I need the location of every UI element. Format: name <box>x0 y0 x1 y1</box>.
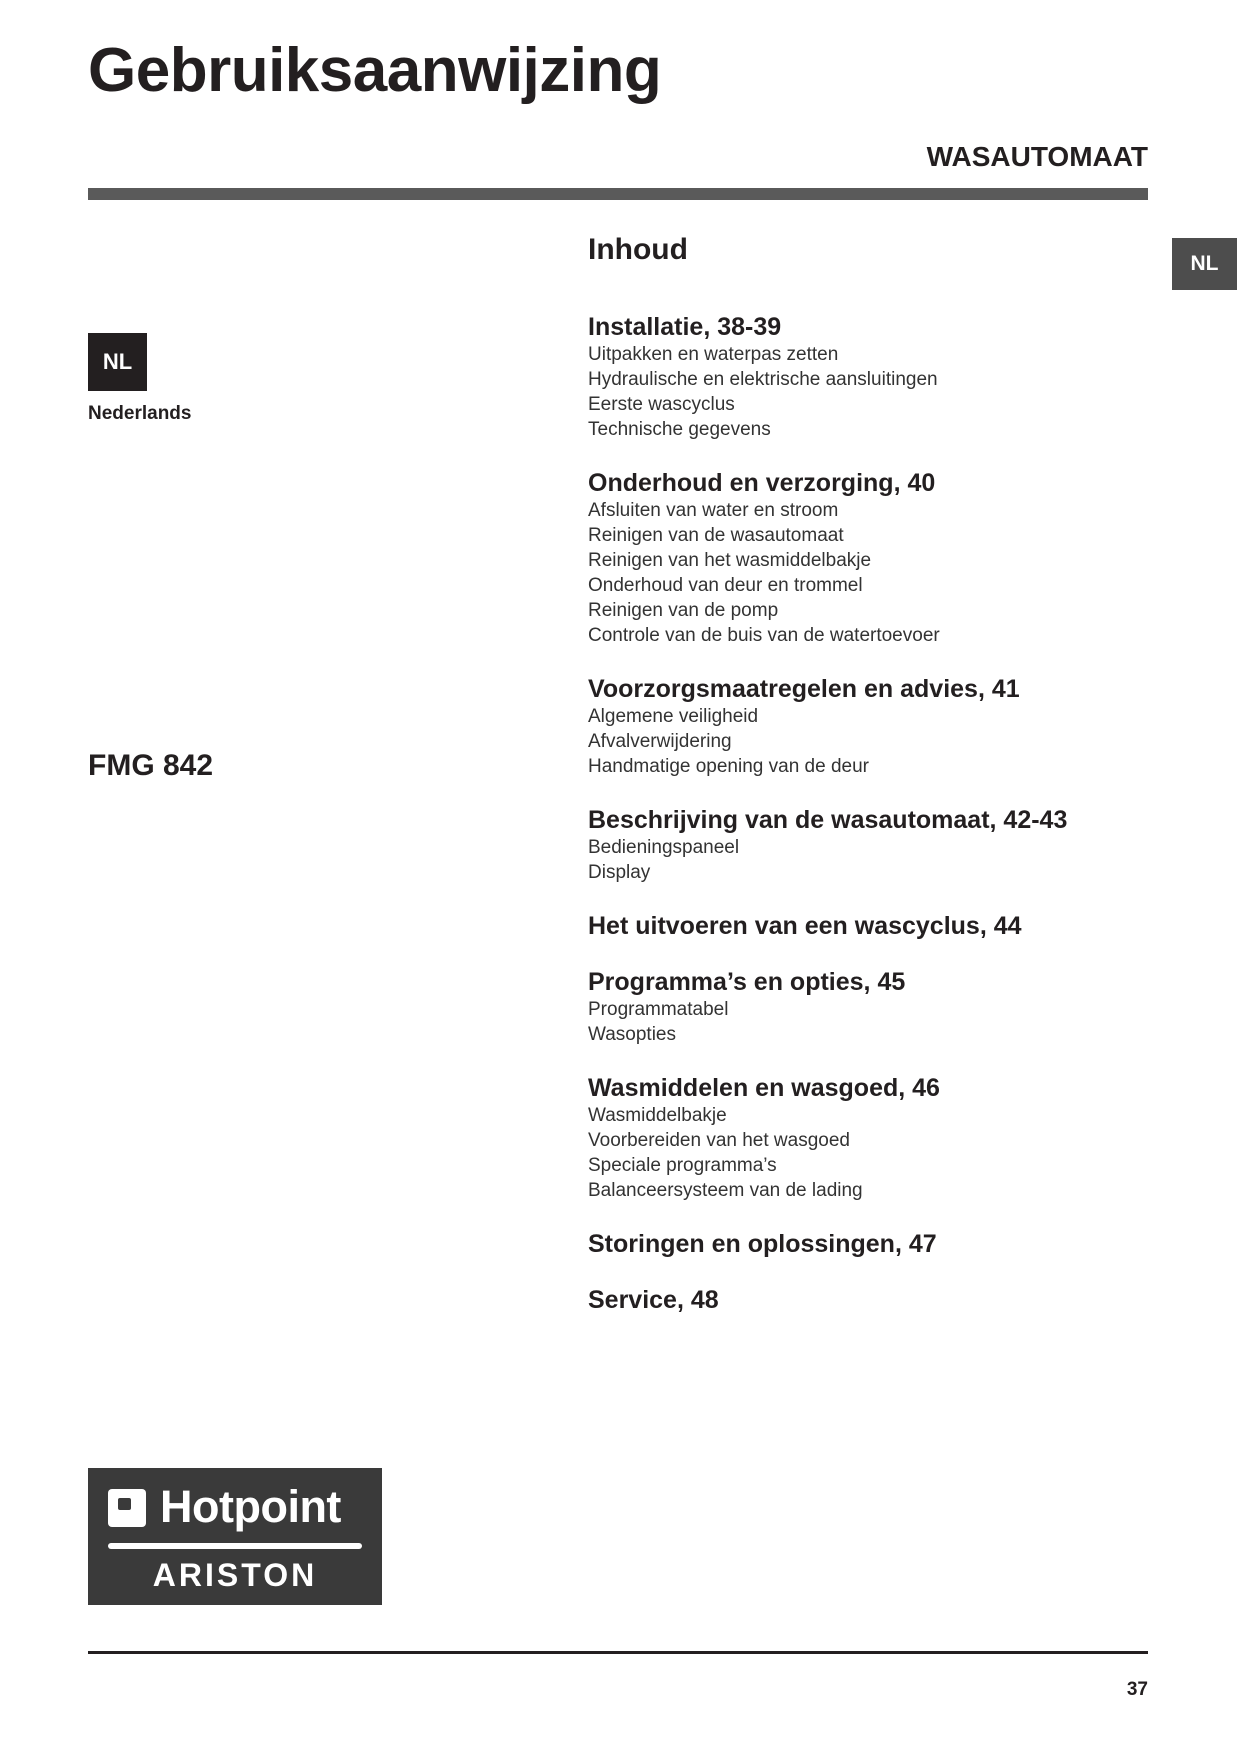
language-name: Nederlands <box>88 403 192 424</box>
table-of-contents <box>588 312 1148 1341</box>
toc-section-title: Voorzorgsmaatregelen en advies, 41 <box>588 675 1020 703</box>
toc-section <box>588 1073 1148 1203</box>
toc-item: Reinigen van de pomp <box>588 600 779 621</box>
footer-rule <box>88 1651 1148 1654</box>
toc-section <box>588 1229 1148 1259</box>
model-number: FMG 842 <box>88 749 214 782</box>
toc-item: Wasmiddelbakje <box>588 1105 727 1126</box>
logo-brand-text: Hotpoint <box>160 1481 341 1532</box>
logo-square-icon <box>108 1489 146 1527</box>
toc-item: Hydraulische en elektrische aansluitingen <box>588 369 938 390</box>
toc-section-title: Storingen en oplossingen, 47 <box>588 1230 937 1258</box>
page-number: 37 <box>1126 1679 1148 1700</box>
toc-section <box>588 911 1148 941</box>
toc-item: Speciale programma’s <box>588 1155 777 1176</box>
toc-item: Wasopties <box>588 1024 676 1045</box>
toc-item: Reinigen van het wasmiddelbakje <box>588 550 872 571</box>
toc-section-title: Onderhoud en verzorging, 40 <box>588 469 936 497</box>
toc-item: Onderhoud van deur en trommel <box>588 575 863 596</box>
toc-item: Afsluiten van water en stroom <box>588 500 839 521</box>
toc-item: Display <box>588 862 651 883</box>
toc-section <box>588 805 1148 885</box>
toc-section <box>588 468 1148 648</box>
toc-item: Programmatabel <box>588 999 729 1020</box>
toc-item: Uitpakken en waterpas zetten <box>588 344 839 365</box>
document-subtitle: WASAUTOMAAT <box>926 141 1148 172</box>
brand-logo <box>88 1468 382 1605</box>
toc-item: Afvalverwijdering <box>588 731 732 752</box>
toc-item: Bedieningspaneel <box>588 837 740 858</box>
logo-divider <box>108 1543 362 1549</box>
toc-section-title: Het uitvoeren van een wascyclus, 44 <box>588 912 1022 940</box>
header-rule <box>88 188 1148 200</box>
toc-item: Balanceersysteem van de lading <box>588 1180 863 1201</box>
toc-section-title: Beschrijving van de wasautomaat, 42-43 <box>588 806 1068 834</box>
toc-item: Handmatige opening van de deur <box>588 756 869 777</box>
language-side-tab: NL <box>1172 238 1237 290</box>
toc-section <box>588 312 1148 442</box>
document-title: Gebruiksaanwijzing <box>88 36 662 105</box>
toc-item: Controle van de buis van de watertoevoer <box>588 625 940 646</box>
language-badge: NL <box>88 333 147 391</box>
toc-section-title: Installatie, 38-39 <box>588 313 782 341</box>
toc-heading: Inhoud <box>588 233 688 266</box>
toc-item: Reinigen van de wasautomaat <box>588 525 844 546</box>
toc-section <box>588 967 1148 1047</box>
toc-item: Technische gegevens <box>588 419 771 440</box>
toc-item: Voorbereiden van het wasgoed <box>588 1130 850 1151</box>
toc-section-title: Service, 48 <box>588 1286 719 1314</box>
toc-section-title: Wasmiddelen en wasgoed, 46 <box>588 1074 940 1102</box>
toc-item: Algemene veiligheid <box>588 706 759 727</box>
toc-section <box>588 1285 1148 1315</box>
toc-section <box>588 674 1148 779</box>
logo-sub-text: ARISTON <box>152 1557 318 1593</box>
toc-section-title: Programma’s en opties, 45 <box>588 968 906 996</box>
toc-item: Eerste wascyclus <box>588 394 735 415</box>
